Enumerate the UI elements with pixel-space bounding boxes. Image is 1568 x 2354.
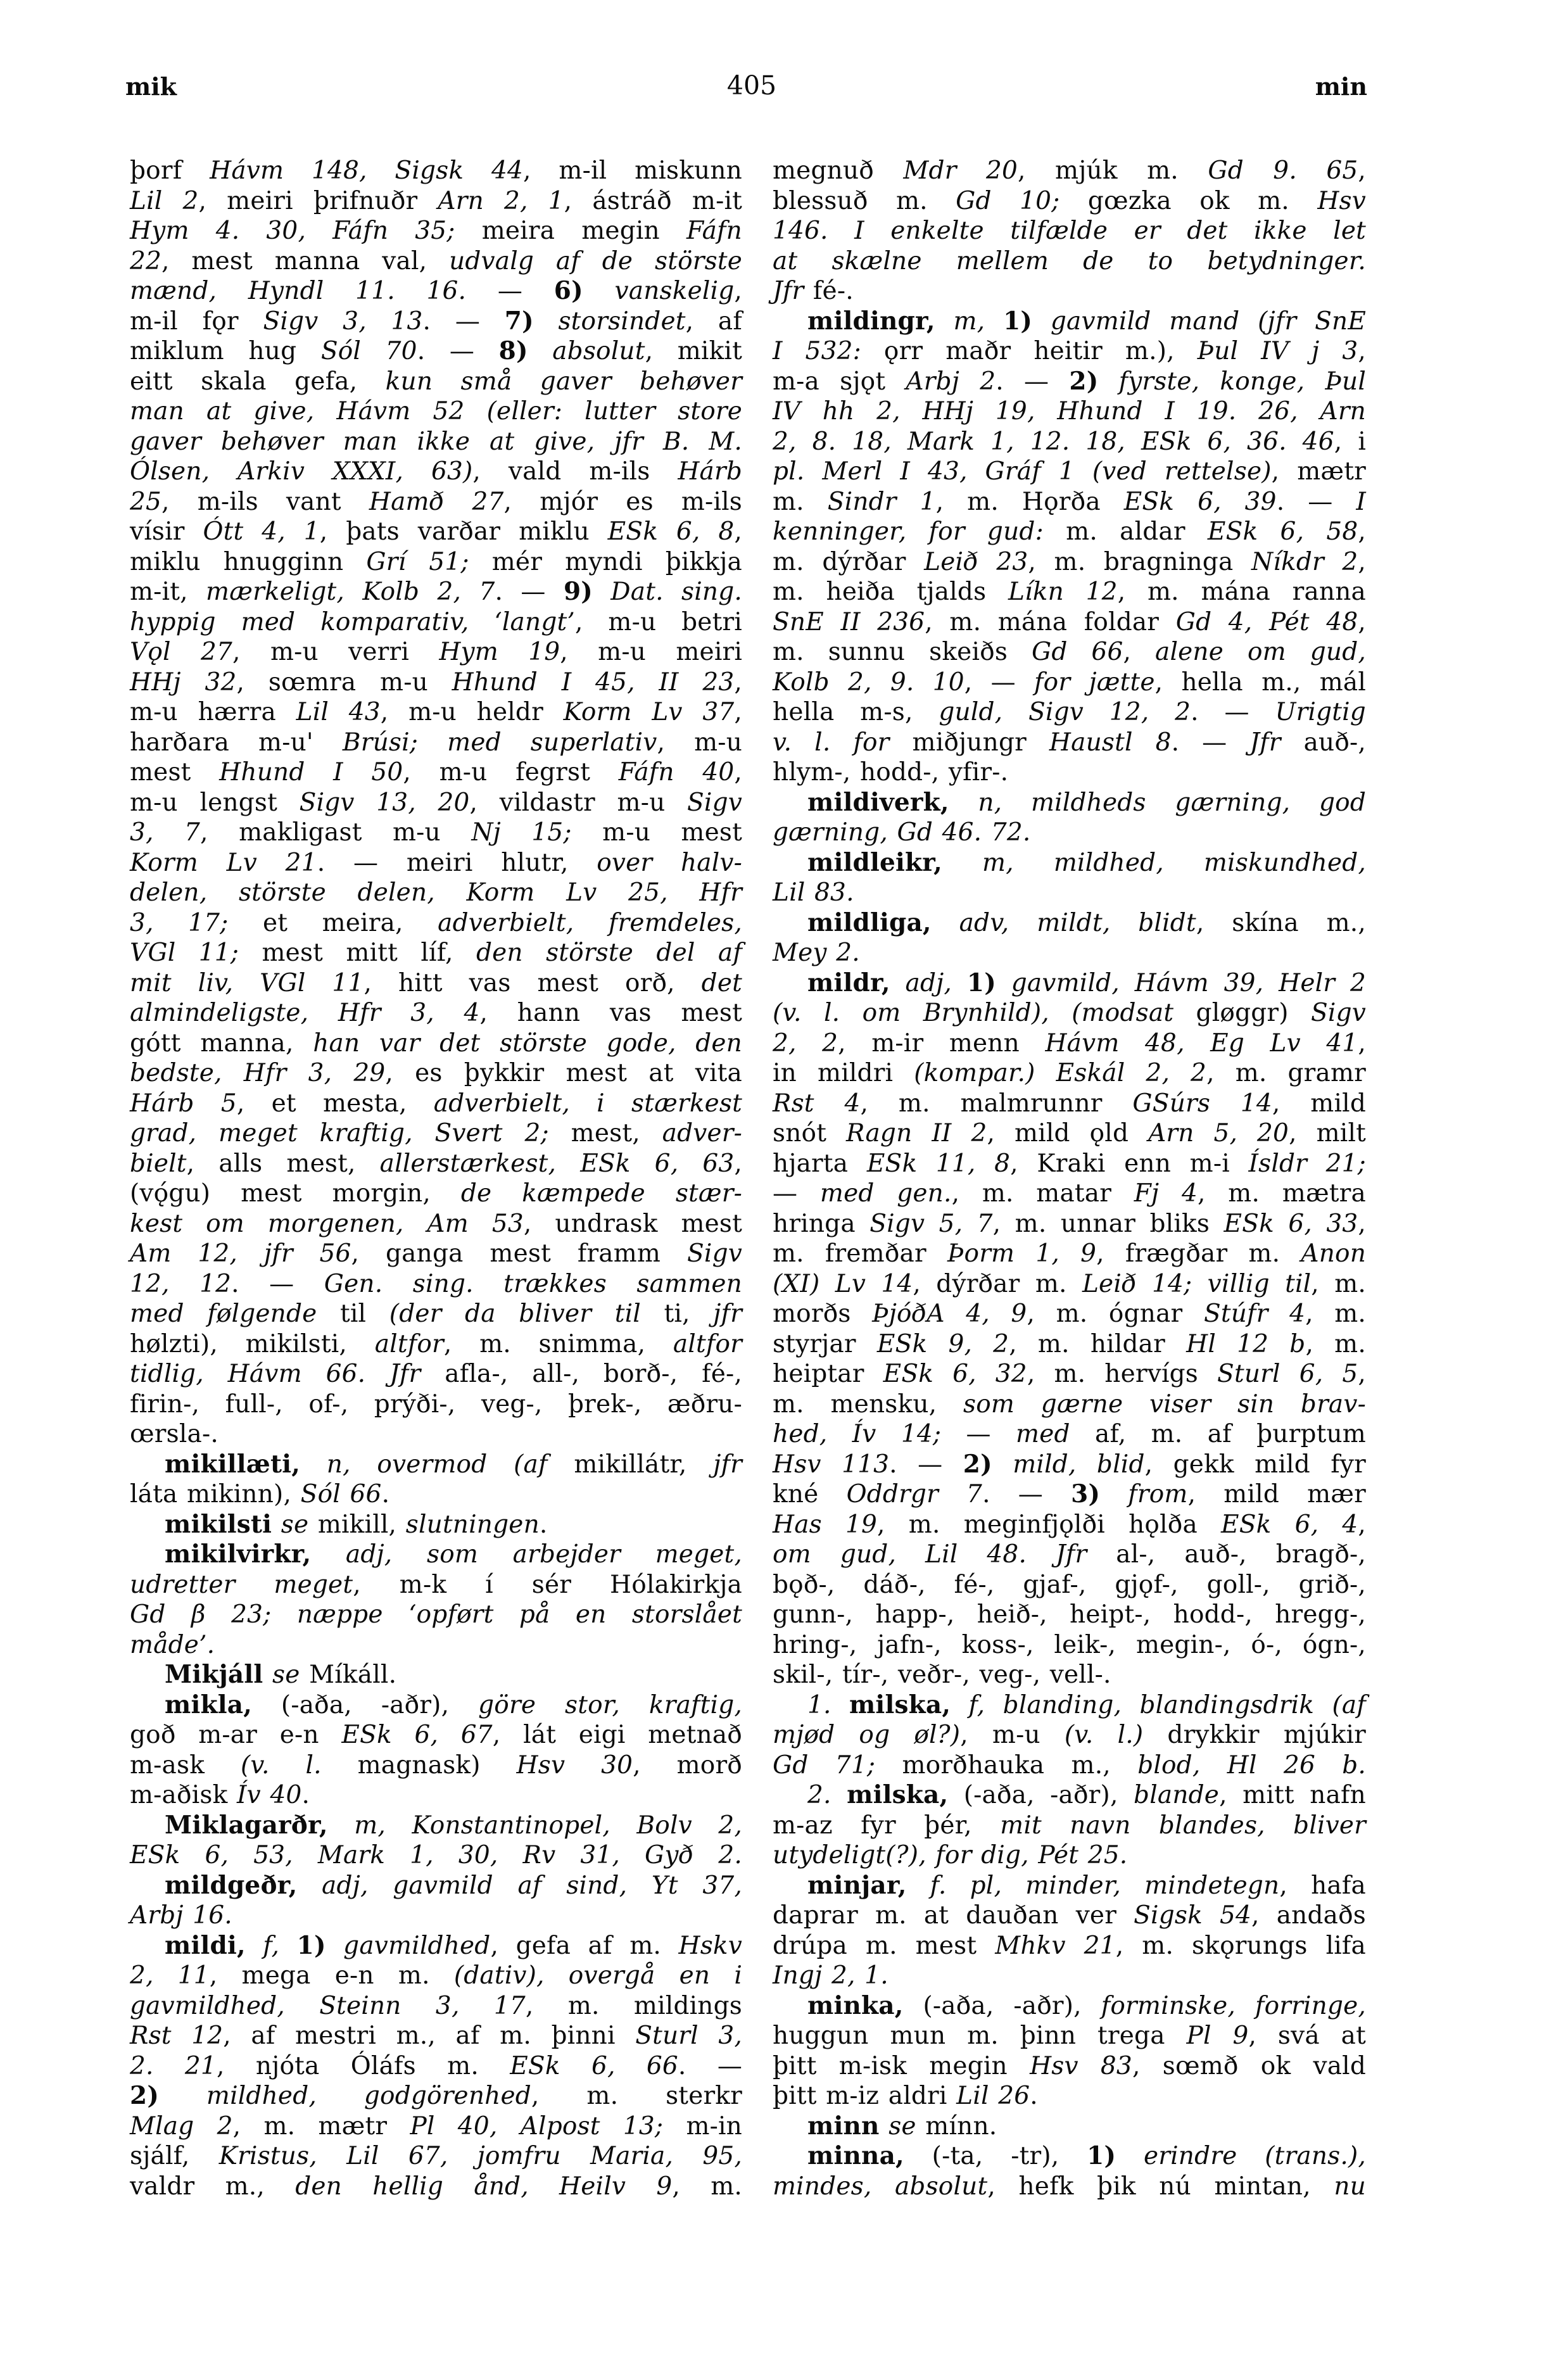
text-line: Ólsen, Arkiv XXXI, 63), vald m-ils Hárb [130, 457, 743, 486]
text-line: man at give, Hávm 52 (eller: lutter store [130, 397, 742, 426]
text-line: œrsla-. [130, 1420, 218, 1448]
text-line: SnE II 236, m. mána foldar Gd 4, Pét 48, [773, 607, 1366, 636]
text-line: hølzti), mikilsti, altfor, m. snimma, altfor [130, 1329, 742, 1358]
text-line: Arbj 16. [130, 1901, 232, 1930]
text-line: snót Ragn II 2, mild ǫld Arn 5, 20, milt [773, 1119, 1366, 1148]
text-line: kest om morgenen, Am 53, undrask mest [130, 1209, 742, 1238]
text-line: Lil 2, meiri þrifnuðr Arn 2, 1, ástráð m-it [130, 186, 742, 215]
text-line: Gd 71; morðhauka m., blod, Hl 26 b. [773, 1750, 1367, 1780]
text-line: bǫð-, dáð-, fé-, gjaf-, gjǫf-, goll-, grið-, [773, 1570, 1366, 1599]
text-line: 2, 11, mega e-n m. (dativ), overgå en i [130, 1961, 742, 1990]
text-line: þitt m-iz aldri Lil 26. [773, 2082, 1038, 2110]
text-line: Korm Lv 21. — meiri hlutr, over halv- [130, 848, 743, 877]
text-line: bielt, alls mest, allerstærkest, ESk 6, 63, [130, 1149, 742, 1178]
text-line: m-u lengst Sigv 13, 20, vildastr m-u Sigv [130, 788, 743, 817]
text-line: om gud, Lil 48. Jfr al-, auð-, bragð-, [773, 1540, 1366, 1569]
text-line: megnuð Mdr 20, mjúk m. Gd 9. 65, [773, 156, 1366, 185]
text-line: huggun mun m. þinn trega Pl 9, svá at [773, 2022, 1366, 2050]
text-line: (XI) Lv 14, dýrðar m. Leið 14; villig til, m. [773, 1269, 1366, 1298]
text-line: Jfr fé-. [773, 277, 854, 305]
text-line: mikilvirkr, adj, som arbejder meget, [165, 1540, 742, 1569]
text-line: þitt m-isk megin Hsv 83, sœmð ok vald [773, 2051, 1367, 2080]
text-line: Miklagarðr, m, Konstantinopel, Bolv 2, [165, 1810, 742, 1840]
text-line: firin-, full-, of-, prýði-, veg-, þrek-, æðru- [130, 1389, 742, 1419]
text-line: m. heiða tjalds Líkn 12, m. mána ranna [773, 578, 1367, 606]
text-line: Lil 83. [773, 878, 854, 907]
text-line: Am 12, jfr 56, ganga mest framm Sigv [130, 1239, 742, 1268]
text-line: 146. I enkelte tilfælde er det ikke let [773, 217, 1366, 245]
text-line: láta mikinn), Sól 66. [130, 1480, 390, 1509]
text-line: at skælne mellem de to betydninger. [773, 246, 1366, 275]
text-line: Mikjáll se Míkáll. [165, 1660, 397, 1689]
text-line: skil-, tír-, veðr-, veg-, vell-. [773, 1661, 1111, 1689]
text-line: måde’. [130, 1630, 215, 1659]
text-line: hringa Sigv 5, 7, m. unnar bliks ESk 6, 33, [773, 1209, 1366, 1238]
text-line: hring-, jafn-, koss-, leik-, megin-, ó-, ógn-, [773, 1630, 1366, 1659]
guide-word-left: mik [125, 72, 177, 101]
text-line: pl. Merl I 43, Gráf 1 (ved rettelse), mætr [773, 457, 1366, 486]
text-line: m. sunnu skeiðs Gd 66, alene om gud, [773, 638, 1366, 666]
text-line: bedste, Hfr 3, 29, es þykkir mest at vita [130, 1059, 742, 1087]
text-line: m. mensku, som gærne viser sin brav- [773, 1389, 1366, 1419]
text-line: hjarta ESk 11, 8, Kraki enn m-i Ísldr 21; [773, 1149, 1367, 1178]
text-line: minka, (-aða, -aðr), forminske, forringe, [807, 1990, 1366, 2020]
text-line: 2. 21, njóta Óláfs m. ESk 6, 66. — [130, 2051, 743, 2080]
column-right [773, 156, 1366, 2201]
text-line: hlym-, hodd-, yfir-. [773, 758, 1009, 787]
text-line: mildgeðr, adj, gavmild af sind, Yt 37, [165, 1870, 742, 1900]
text-line: mikilsti se mikill, slutningen. [165, 1509, 548, 1539]
text-line: styrjar ESk 9, 2, m. hildar Hl 12 b, m. [773, 1329, 1366, 1358]
text-line: Rst 4, m. malmrunnr GSúrs 14, mild [773, 1089, 1367, 1118]
text-line: ESk 6, 53, Mark 1, 30, Rv 31, Gyð 2. [130, 1841, 742, 1870]
text-line: mænd, Hyndl 11. 16. — 6) vanskelig, [130, 276, 742, 305]
text-line: vísir Ótt 4, 1, þats varðar miklu ESk 6, 8, [130, 517, 742, 546]
text-line: (v. l. om Brynhild), (modsat gløggr) Sigv [773, 999, 1366, 1027]
text-line: minna, (-ta, -tr), 1) erindre (trans.), [807, 2141, 1366, 2170]
text-line: mildr, adj, 1) gavmild, Hávm 39, Helr 2 [807, 968, 1366, 997]
text-line: miklu hnugginn Grí 51; mér myndi þikkja [130, 547, 742, 576]
text-line: mest Hhund I 50, m-u fegrst Fáfn 40, [130, 758, 742, 787]
text-line: m-aðisk Ív 40. [130, 1781, 310, 1809]
text-line: med følgende til (der da bliver til ti, jfr [130, 1300, 742, 1328]
text-line: mildiverk, n, mildheds gærning, god [807, 787, 1366, 817]
text-line: drúpa m. mest Mhkv 21, m. skǫrungs lifa [773, 1931, 1367, 1960]
text-line: m-a sjǫt Arbj 2. — 2) fyrste, konge, Þul [773, 366, 1366, 396]
text-line: tidlig, Hávm 66. Jfr afla-, all-, borð-, fé-, [130, 1360, 743, 1388]
text-line: mikillæti, n, overmod (af mikillátr, jfr [165, 1449, 742, 1479]
text-line: Hsv 113. — 2) mild, blid, gekk mild fyr [773, 1449, 1366, 1479]
text-line: grad, meget kraftig, Svert 2; mest, adver- [130, 1119, 742, 1148]
text-line: 3, 17; et meira, adverbielt, fremdeles, [130, 908, 742, 937]
text-line: m-ask (v. l. magnask) Hsv 30, morð [130, 1750, 742, 1780]
text-line: Mey 2. [773, 939, 860, 967]
text-line: Has 19, m. meginfjǫlði hǫlða ESk 6, 4, [773, 1510, 1366, 1539]
text-line: Kolb 2, 9. 10, — for jætte, hella m., mál [773, 668, 1367, 697]
text-line: 1. milska, f, blanding, blandingsdrik (af [807, 1690, 1366, 1719]
text-line: mikla, (-aða, -aðr), göre stor, kraftig, [165, 1690, 742, 1719]
column-left [130, 156, 742, 2201]
text-line: 2) mildhed, godgörenhed, m. sterkr [130, 2081, 742, 2110]
text-line: blessuð m. Gd 10; gœzka ok m. Hsv [773, 186, 1366, 215]
text-line: m-it, mærkeligt, Kolb 2, 7. — 9) Dat. sing. [130, 577, 742, 606]
text-line: gunn-, happ-, heið-, heipt-, hodd-, hregg-, [773, 1600, 1366, 1629]
text-line: mildleikr, m, mildhed, miskundhed, [807, 847, 1366, 877]
text-line: m-u hærra Lil 43, m-u heldr Korm Lv 37, [130, 698, 742, 726]
text-line: 2, 8. 18, Mark 1, 12. 18, ESk 6, 36. 46, i [773, 427, 1366, 456]
text-line: hella m-s, guld, Sigv 12, 2. — Urigtig [773, 698, 1366, 726]
text-line: hyppig med komparativ, ‘langt’, m-u betri [130, 607, 742, 636]
text-line: Hárb 5, et mesta, adverbielt, i stærkest [130, 1089, 743, 1118]
text-line: m-az fyr þér, mit navn blandes, bliver [773, 1811, 1366, 1840]
text-line: m-il fǫr Sigv 3, 13. — 7) storsindet, af [130, 306, 742, 336]
text-line: minjar, f. pl, minder, mindetegn, hafa [807, 1870, 1366, 1900]
text-line: 25, m-ils vant Hamð 27, mjór es m-ils [130, 487, 742, 516]
text-line: Vǫl 27, m-u verri Hym 19, m-u meiri [130, 638, 743, 666]
text-line: kenninger, for gud: m. aldar ESk 6, 58, [773, 517, 1367, 546]
text-line: gaver behøver man ikke at give, jfr B. M. [130, 427, 742, 456]
text-line: Gd β 23; næppe ‘opført på en storslået [130, 1600, 742, 1629]
text-line: 2. milska, (-aða, -aðr), blande, mitt nafn [807, 1780, 1366, 1809]
page-number: 405 [726, 70, 777, 101]
text-line: 2, 2, m-ir menn Hávm 48, Eg Lv 41, [773, 1028, 1366, 1058]
text-line: in mildri (kompar.) Eskál 2, 2, m. gramr [773, 1059, 1366, 1087]
text-line: eitt skala gefa, kun små gaver behøver [130, 367, 742, 396]
text-line: goð m-ar e-n ESk 6, 67, lát eigi metnað [130, 1721, 742, 1749]
text-line: gótt manna, han var det störste gode, den [130, 1028, 742, 1058]
text-line: mit liv, VGl 11, hitt vas mest orð, det [130, 968, 742, 997]
text-line: mjød og øl?), m-u (v. l.) drykkir mjúkir [773, 1721, 1366, 1749]
text-line: — med gen., m. matar Fj 4, m. mætra [773, 1179, 1366, 1208]
text-line: kné Oddrgr 7. — 3) from, mild mær [773, 1479, 1366, 1509]
text-line: daprar m. at dauðan ver Sigsk 54, andaðs [773, 1901, 1366, 1930]
text-line: Ingj 2, 1. [773, 1961, 888, 1990]
text-line: mildi, f, 1) gavmildhed, gefa af m. Hskv [165, 1930, 742, 1960]
text-line: udretter meget, m-k í sér Hólakirkja [130, 1570, 742, 1599]
text-line: VGl 11; mest mitt líf, den störste del af [130, 939, 742, 967]
running-head [0, 71, 1568, 103]
text-line: 12, 12. — Gen. sing. trækkes sammen [130, 1269, 742, 1298]
text-line: (vǫ́gu) mest morgin, de kæmpede stær- [130, 1179, 742, 1208]
text-line: v. l. for miðjungr Haustl 8. — Jfr auð-, [773, 728, 1366, 757]
text-line: miklum hug Sól 70. — 8) absolut, mikit [130, 336, 742, 365]
text-line: minn se mínn. [807, 2111, 997, 2141]
text-line: þorf Hávm 148, Sigsk 44, m-il miskunn [130, 156, 742, 185]
guide-word-right: min [1315, 72, 1367, 101]
text-line: morðs ÞjóðA 4, 9, m. ógnar Stúfr 4, m. [773, 1300, 1367, 1328]
text-line: 3, 7, makligast m-u Nj 15; m-u mest [130, 818, 742, 847]
text-line: m. Sindr 1, m. Hǫrða ESk 6, 39. — I [773, 487, 1366, 516]
text-line: heiptar ESk 6, 32, m. hervígs Sturl 6, 5, [773, 1360, 1366, 1388]
text-line: mildingr, m, 1) gavmild mand (jfr SnE [807, 306, 1366, 336]
text-line: hed, Ív 14; — med af, m. af þurptum [773, 1420, 1366, 1448]
text-line: almindeligste, Hfr 3, 4, hann vas mest [130, 999, 742, 1027]
text-line: mindes, absolut, hefk þik nú mintan, nu [773, 2172, 1366, 2201]
text-line: gærning, Gd 46. 72. [773, 818, 1031, 847]
text-line: m. dýrðar Leið 23, m. bragninga Níkdr 2, [773, 547, 1366, 576]
text-line: mildliga, adv, mildt, blidt, skína m., [807, 908, 1366, 937]
text-line: Rst 12, af mestri m., af m. þinni Sturl 3, [130, 2022, 742, 2050]
text-line: HHj 32, sœmra m-u Hhund I 45, II 23, [130, 668, 743, 697]
text-line: sjálf, Kristus, Lil 67, jomfru Maria, 95, [130, 2142, 742, 2170]
text-line: IV hh 2, HHj 19, Hhund I 19. 26, Arn [773, 397, 1366, 426]
text-line: Mlag 2, m. mætr Pl 40, Alpost 13; m-in [130, 2111, 742, 2141]
text-line: valdr m., den hellig ånd, Heilv 9, m. [130, 2172, 742, 2201]
text-line: I 532: ǫrr maðr heitir m.), Þul IV j 3, [773, 337, 1366, 365]
text-line: utydeligt(?), for dig, Pét 25. [773, 1841, 1128, 1870]
text-line: gavmildhed, Steinn 3, 17, m. mildings [130, 1991, 742, 2020]
text-line: 22, mest manna val, udvalg af de störste [130, 246, 742, 275]
text-line: Hym 4. 30, Fáfn 35; meira megin Fáfn [130, 217, 742, 245]
text-line: m. fremðar Þorm 1, 9, frægðar m. Anon [773, 1239, 1367, 1268]
text-line: delen, störste delen, Korm Lv 25, Hfr [130, 878, 742, 907]
text-line: harðara m-u' Brúsi; med superlativ, m-u [130, 728, 743, 757]
